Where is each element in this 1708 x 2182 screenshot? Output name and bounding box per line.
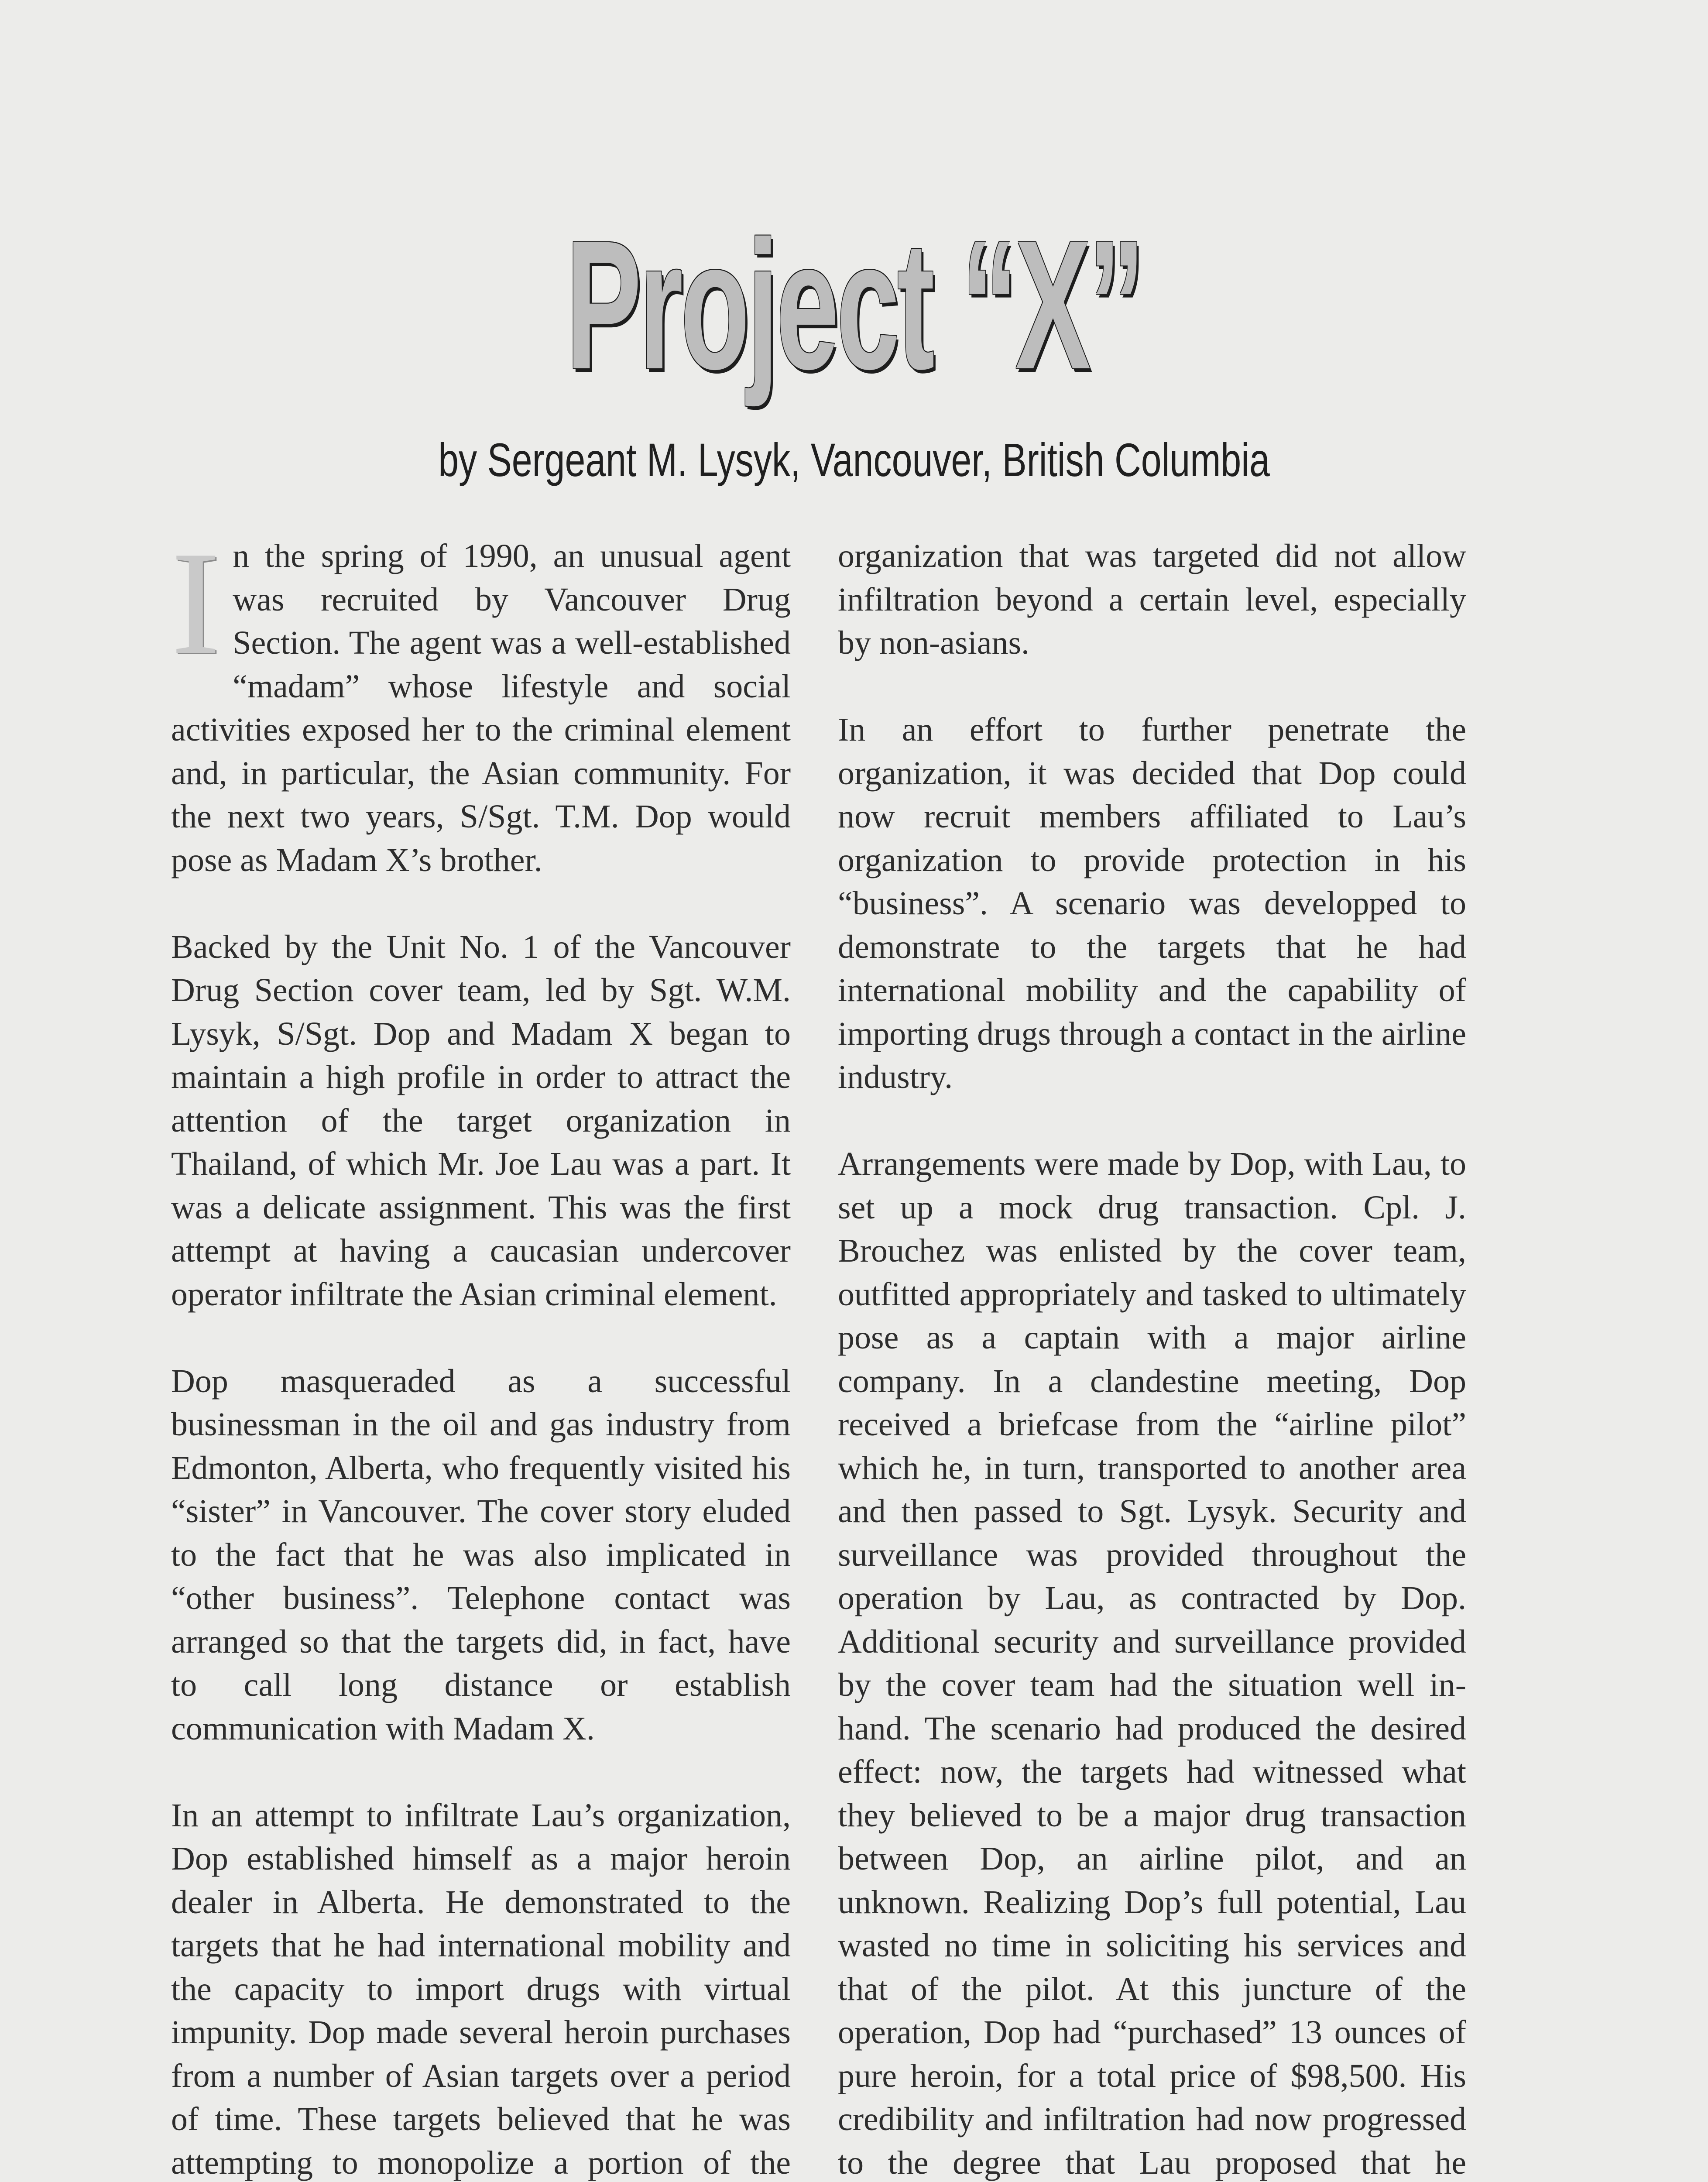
article-title: Project “X” [566, 203, 1142, 408]
right-paragraph-1: organization that was targeted did not allow infiltration beyond a certain level, especially by non-asians. [838, 538, 1466, 661]
left-paragraph-2: Backed by the Unit No. 1 of the Vancouver Drug Section cover team, led by Sgt. W.M. Lysyk, S/Sgt. Dop and Madam X began to maintain a high profile in order to attract the attention of the target organization in Thailand, of which Mr. Joe Lau was a part. It was a delicate assignment. This was the first attempt at having a caucasian undercover operator infiltrate the Asian criminal element. [171, 928, 791, 1313]
right-column [838, 535, 1466, 2182]
drop-cap: I [171, 521, 221, 685]
article-byline: by Sergeant M. Lysyk, Vancouver, British Columbia [438, 433, 1270, 486]
left-paragraph-1 [171, 521, 791, 882]
right-paragraph-3: Arrangements were made by Dop, with Lau, to set up a mock drug transaction. Cpl. J. Brouchez was enlisted by the cover team, outfitted appropriately and tasked to ultimately pose as a captain with a major airline company. In a clandestine meeting, Dop received a briefcase from the “airline pilot” which he, in turn, transported to another area and then passed to Sgt. Lysyk. Security and surveillance was provided throughout the operation by Lau, as contracted by Dop. Additional security and surveillance provided by the cover team had the situation well in-hand. The scenario had produced the desired effect: now, the targets had witnessed what they believed to be a major drug transaction between Dop, an airline pilot, and an unknown. Realizing Dop’s full potential, Lau wasted no time in soliciting his services and that of the pilot. At this juncture of the operation, Dop had “purchased” 13 ounces of pure heroin, for a total price of $98,500. His credibility and infiltration had now progressed to the degree that Lau proposed that he [838, 1146, 1466, 2181]
right-paragraph-2: In an effort to further penetrate the organization, it was decided that Dop could now recruit members affiliated to Lau’s organization to provide protection in his “business”. A scenario was developped to demonstrate to the targets that he had international mobility and the capability of importing drugs through a contact in the airline industry. [838, 711, 1466, 1095]
left-paragraph-3: Dop masqueraded as a successful businessman in the oil and gas industry from Edmonton, Alberta, who frequently visited his “sister” in Vancouver. The cover story eluded to the fact that he was also implicated in “other business”. Telephone contact was arranged so that the targets did, in fact, have to call long distance or establish communication with Madam X. [171, 1362, 791, 1747]
left-paragraph-4: In an attempt to infiltrate Lau’s organization, Dop established himself as a major heroin dealer in Alberta. He demonstrated to the targets that he had international mobility and the capacity to import drugs with virtual impunity. Dop made several heroin purchases from a number of Asian targets over a period of time. These targets believed that he was attempting to monopolize a portion of the [171, 1797, 791, 2181]
left-column [171, 521, 791, 2182]
left-paragraph-1-text: n the spring of 1990, an unusual agent was recruited by Vancouver Drug Section. The agent was a well-established “madam” whose lifestyle and social activities exposed her to the criminal element and, in particular, the Asian community. For the next two years, S/Sgt. T.M. Dop would pose as Madam X’s brother. [171, 538, 791, 878]
